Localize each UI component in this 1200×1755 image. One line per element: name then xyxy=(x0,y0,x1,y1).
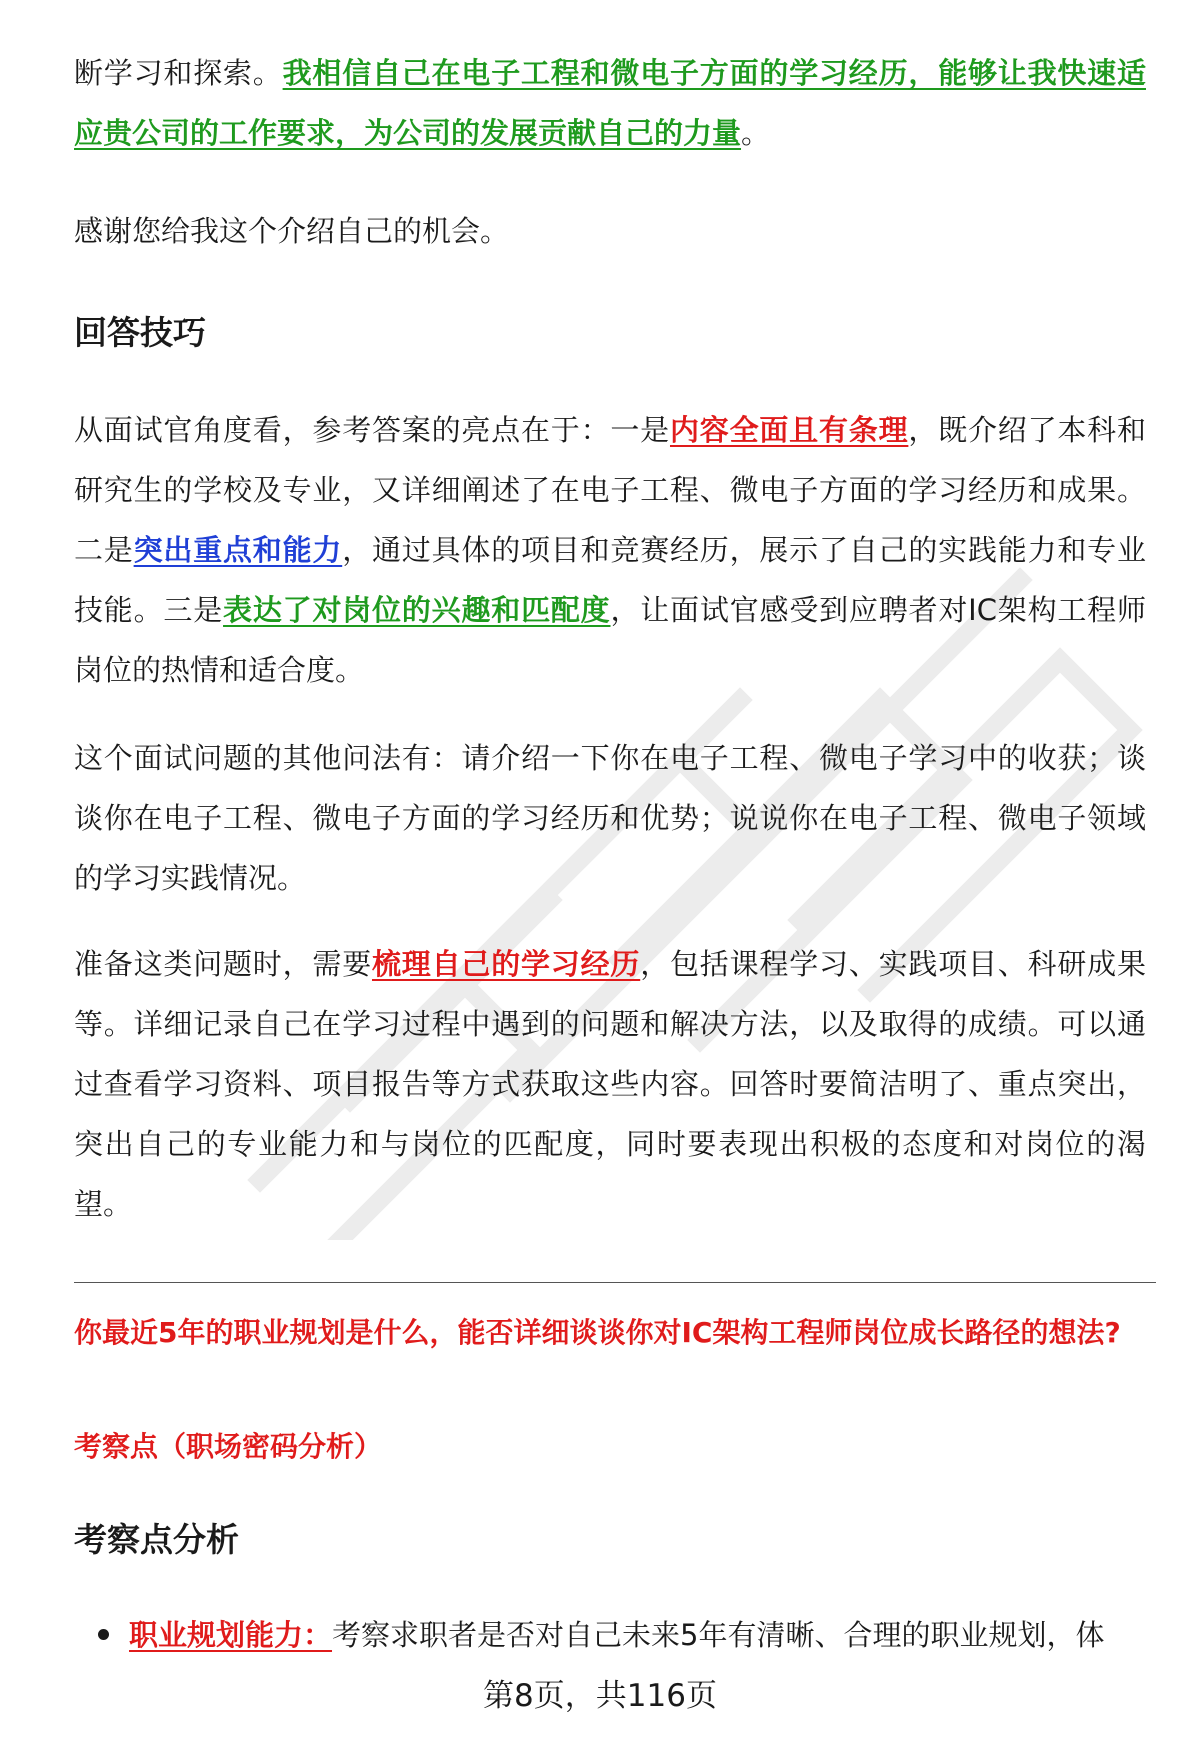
tips-1-text-c: ，通过具体的项目和竞赛经历，展示了自己的实践能力和专业技能。三是 xyxy=(74,533,1146,627)
tips-1-text-d: ，让面试官感受到应聘者对IC架构工程师岗位的热情和适合度。 xyxy=(74,593,1146,687)
page-footer: 第8页，共116页 xyxy=(483,1678,717,1714)
section-title-tips: 回答技巧 xyxy=(74,313,206,352)
tips-paragraph-2: 这个面试问题的其他问法有：请介绍一下你在电子工程、微电子学习中的收获；谈谈你在电子工程、微电子方面的学习经历和优势；说说你在电子工程、微电子领域的学习实践情况。 xyxy=(74,741,1146,895)
intro-paragraph xyxy=(74,43,1146,163)
tips-3-highlight: 梳理自己的学习经历 xyxy=(372,947,641,981)
tips-1-highlight-c: 表达了对岗位的兴趣和匹配度 xyxy=(223,593,611,627)
thanks-paragraph: 感谢您给我这个介绍自己的机会。 xyxy=(74,214,510,248)
tips-paragraph-3 xyxy=(74,934,1146,1234)
tips-1-text-a: 从面试官角度看，参考答案的亮点在于：一是 xyxy=(74,413,670,447)
tips-1-highlight-b: 突出重点和能力 xyxy=(133,533,343,567)
tips-1-text-b: ，既介绍了本科和研究生的学校及专业，又详细阐述了在电子工程、微电子方面的学习经历和成果。二是 xyxy=(74,413,1146,567)
section-divider xyxy=(74,1282,1156,1283)
intro-end: 。 xyxy=(741,116,771,150)
tips-paragraph-1 xyxy=(74,400,1146,700)
next-question: 你最近5年的职业规划是什么，能否详细谈谈你对IC架构工程师岗位成长路径的想法? xyxy=(74,1316,1121,1349)
bullet-item xyxy=(98,1605,1148,1665)
intro-text: 断学习和探索。 xyxy=(74,56,283,90)
intro-highlight: 我相信自己在电子工程和微电子方面的学习经历，能够让我快速适应贵公司的工作要求，为公司的发展贡献自己的力量 xyxy=(74,56,1146,150)
bullet-label: 职业规划能力： xyxy=(129,1618,333,1652)
tips-1-highlight-a: 内容全面且有条理 xyxy=(669,413,909,447)
exam-point-label: 考察点（职场密码分析） xyxy=(74,1430,383,1463)
section-title-analysis: 考察点分析 xyxy=(74,1520,239,1559)
bullet-text: 考察求职者是否对自己未来5年有清晰、合理的职业规划，体 xyxy=(332,1618,1105,1652)
tips-3-text-b: ，包括课程学习、实践项目、科研成果等。详细记录自己在学习过程中遇到的问题和解决方法，以及取得的成绩。可以通过查看学习资料、项目报告等方式获取这些内容。回答时要简洁明了、重点突出，突出自己的专业能力和与岗位的匹配度，同时要表现出积极的态度和对岗位的渴望。 xyxy=(74,947,1146,1221)
bullet-dot-icon xyxy=(98,1629,109,1640)
tips-3-text-a: 准备这类问题时，需要 xyxy=(74,947,372,981)
